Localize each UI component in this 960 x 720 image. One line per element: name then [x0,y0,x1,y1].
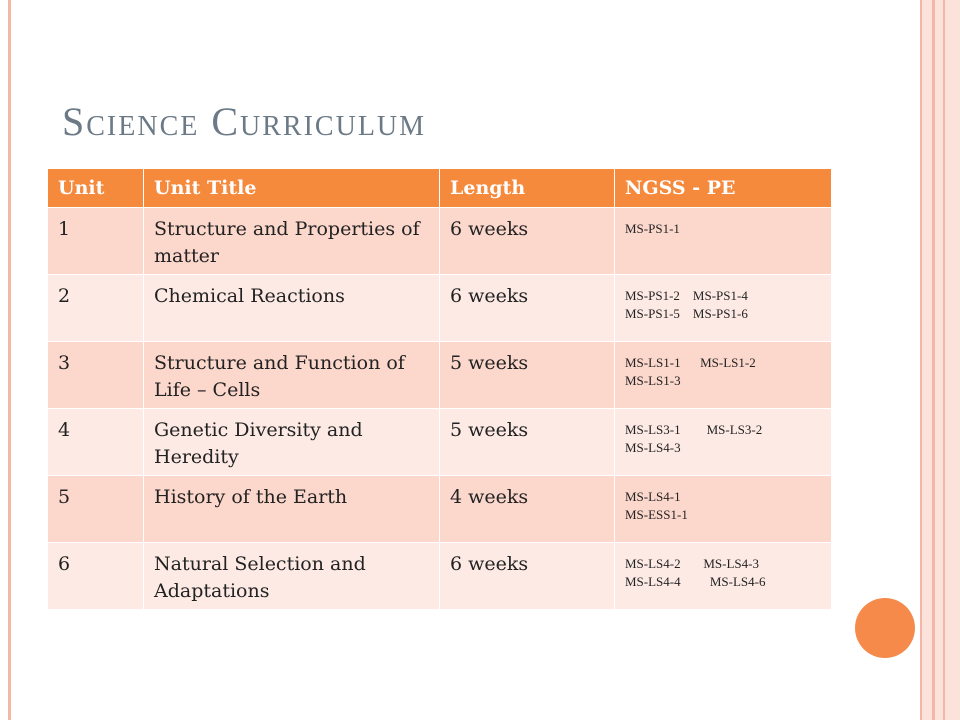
table-row [48,476,832,543]
cell-ngss: MS-PS1-2 MS-PS1-4 MS-PS1-5 MS-PS1-6 [615,275,832,342]
cell-title: History of the Earth [144,476,440,543]
header-ngss: NGSS - PE [615,169,832,208]
slide-title: Science Curriculum [62,99,427,144]
cell-ngss: MS-LS4-1 MS-ESS1-1 [615,476,832,543]
table-row [48,543,832,610]
table-header-row [48,169,832,208]
cell-unit: 3 [48,342,144,409]
cell-ngss: MS-LS1-1 MS-LS1-2 MS-LS1-3 [615,342,832,409]
frame-right-line [920,0,922,720]
cell-unit: 6 [48,543,144,610]
cell-title: Structure and Function of Life – Cells [144,342,440,409]
cell-ngss: MS-LS3-1 MS-LS3-2 MS-LS4-3 [615,409,832,476]
frame-left-line [8,0,11,720]
cell-unit: 5 [48,476,144,543]
cell-length: 6 weeks [440,208,615,275]
table-row [48,342,832,409]
cell-unit: 2 [48,275,144,342]
cell-length: 6 weeks [440,275,615,342]
table-row [48,409,832,476]
cell-ngss: MS-PS1-1 [615,208,832,275]
accent-circle [855,598,915,658]
frame-right-line [932,0,935,720]
frame-right-line [943,0,945,720]
curriculum-table [47,168,832,610]
header-unit-title: Unit Title [144,169,440,208]
cell-length: 6 weeks [440,543,615,610]
cell-unit: 1 [48,208,144,275]
cell-title: Chemical Reactions [144,275,440,342]
header-unit: Unit [48,169,144,208]
table-row [48,208,832,275]
cell-unit: 4 [48,409,144,476]
frame-right-panel [920,0,960,720]
cell-length: 5 weeks [440,342,615,409]
header-length: Length [440,169,615,208]
cell-title: Natural Selection and Adaptations [144,543,440,610]
cell-length: 4 weeks [440,476,615,543]
cell-title: Structure and Properties of matter [144,208,440,275]
table-row [48,275,832,342]
cell-title: Genetic Diversity and Heredity [144,409,440,476]
cell-ngss: MS-LS4-2 MS-LS4-3 MS-LS4-4 MS-LS4-6 [615,543,832,610]
cell-length: 5 weeks [440,409,615,476]
